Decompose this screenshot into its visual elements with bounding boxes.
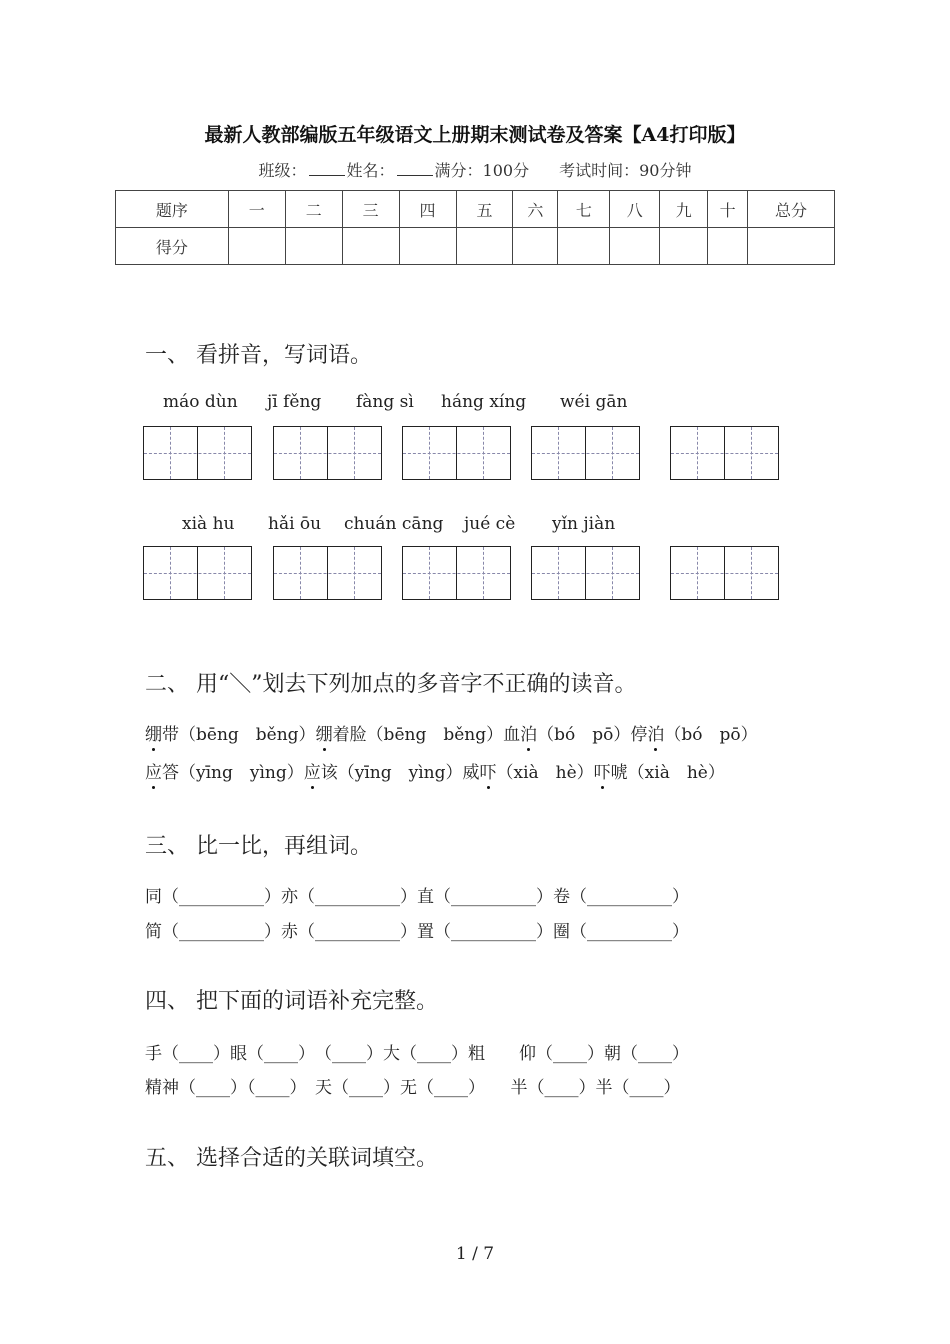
table-cell: 八 [610, 191, 660, 228]
score-input-cell[interactable] [748, 228, 835, 265]
polyphone-readings[interactable]: 该（yīng yìng） [320, 763, 463, 783]
dotted-char: 绷 [145, 725, 162, 745]
section-3-title: 三、 比一比，再组词。 [145, 834, 372, 859]
score-table [115, 190, 835, 265]
page-title: 最新人教部编版五年级语文上册期末测试卷及答案【A4打印版】 [204, 124, 746, 146]
table-cell: 总分 [748, 191, 835, 228]
score-input-cell[interactable] [456, 228, 513, 265]
polyphone-readings[interactable]: （bó pō） [664, 725, 758, 745]
score-input-cell[interactable] [610, 228, 660, 265]
dotted-char: 吓 [593, 763, 611, 783]
polyphone-item [594, 763, 725, 783]
score-input-cell[interactable] [228, 228, 285, 265]
plain-char: 威 [462, 763, 480, 783]
table-cell: 二 [285, 191, 342, 228]
table-cell: 一 [228, 191, 285, 228]
pinyin-label: wéi gān [560, 392, 628, 412]
polyphone-readings[interactable]: 答（yīng yìng） [162, 763, 304, 783]
dotted-char: 应 [145, 763, 162, 783]
polyphone-item [145, 763, 304, 783]
section-1-title: 一、 看拼音，写词语。 [145, 343, 372, 368]
polyphone-readings[interactable]: 带（bēng běng） [162, 725, 316, 745]
score-input-cell[interactable] [342, 228, 399, 265]
plain-char: 血 [503, 725, 521, 745]
writing-grid[interactable] [531, 426, 640, 480]
polyphone-item [316, 725, 504, 745]
writing-grid[interactable] [143, 546, 252, 600]
section-5-title: 五、 选择合适的关联词填空。 [145, 1146, 438, 1171]
pinyin-label: fàng sì [356, 392, 414, 412]
polyphone-readings[interactable]: 唬（xià hè） [610, 763, 725, 783]
polyphone-item [463, 763, 594, 783]
polyphone-readings[interactable]: （xià hè） [496, 763, 594, 783]
class-label: 班级： [258, 161, 307, 180]
score-input-cell[interactable] [513, 228, 558, 265]
idiom-line-1[interactable]: 手（____）眼（____） （____）大（____）粗 仰（____）朝（____） [145, 1044, 689, 1064]
score-table-score-row [116, 228, 835, 265]
dotted-char: 绷 [315, 725, 333, 745]
pinyin-label: hǎi ōu [268, 514, 322, 534]
score-input-cell[interactable] [399, 228, 456, 265]
student-info-line [0, 158, 950, 181]
class-blank[interactable] [309, 161, 345, 176]
polyphone-item [503, 725, 630, 745]
pinyin-label: chuán cāng [344, 514, 444, 534]
polyphone-line-1 [145, 720, 758, 745]
pinyin-label: háng xíng [441, 392, 527, 412]
name-blank[interactable] [397, 161, 433, 176]
table-cell: 七 [558, 191, 610, 228]
word-group-line-2[interactable]: 简（__________）赤（__________）置（__________）圈（__________） [145, 922, 689, 942]
writing-grid[interactable] [273, 426, 382, 480]
table-cell: 六 [513, 191, 558, 228]
polyphone-item [145, 725, 316, 745]
score-input-cell[interactable] [660, 228, 708, 265]
writing-grid[interactable] [670, 546, 779, 600]
score-input-cell[interactable] [708, 228, 748, 265]
pinyin-label: máo dùn [163, 392, 238, 412]
polyphone-readings[interactable]: （bó pō） [537, 725, 631, 745]
writing-grid[interactable] [143, 426, 252, 480]
word-group-line-1[interactable]: 同（__________）亦（__________）直（__________）卷（__________） [145, 887, 689, 907]
polyphone-readings[interactable]: 着脸（bēng běng） [332, 725, 504, 745]
polyphone-item [630, 725, 757, 745]
table-cell: 五 [456, 191, 513, 228]
writing-grid[interactable] [670, 426, 779, 480]
polyphone-line-2 [145, 758, 725, 783]
full-score: 满分：100分 [434, 161, 530, 180]
writing-grid[interactable] [273, 546, 382, 600]
dotted-char: 应 [303, 763, 321, 783]
section-4-title: 四、 把下面的词语补充完整。 [145, 989, 438, 1014]
table-cell: 得分 [116, 228, 229, 265]
writing-grid[interactable] [531, 546, 640, 600]
table-cell: 题序 [116, 191, 229, 228]
section-2-title: 二、 用“＼”划去下列加点的多音字不正确的读音。 [145, 672, 637, 697]
dotted-char: 泊 [647, 725, 665, 745]
plain-char: 停 [630, 725, 648, 745]
pinyin-label: xià hu [182, 514, 235, 534]
pinyin-label: jī fěng [267, 392, 322, 412]
page-number: 1 / 7 [455, 1244, 495, 1264]
dotted-char: 泊 [520, 725, 538, 745]
dotted-char: 吓 [479, 763, 497, 783]
pinyin-label: yǐn jiàn [552, 514, 616, 534]
writing-grid[interactable] [402, 426, 511, 480]
exam-time: 考试时间：90分钟 [559, 161, 692, 180]
writing-grid[interactable] [402, 546, 511, 600]
table-cell: 九 [660, 191, 708, 228]
score-table-header-row [116, 191, 835, 228]
score-input-cell[interactable] [285, 228, 342, 265]
table-cell: 三 [342, 191, 399, 228]
table-cell: 十 [708, 191, 748, 228]
name-label: 姓名： [346, 161, 395, 180]
score-input-cell[interactable] [558, 228, 610, 265]
polyphone-item [304, 763, 463, 783]
table-cell: 四 [399, 191, 456, 228]
pinyin-label: jué cè [464, 514, 516, 534]
idiom-line-2[interactable]: 精神（____）（____） 天（____）无（____） 半（____）半（____） [145, 1078, 681, 1098]
